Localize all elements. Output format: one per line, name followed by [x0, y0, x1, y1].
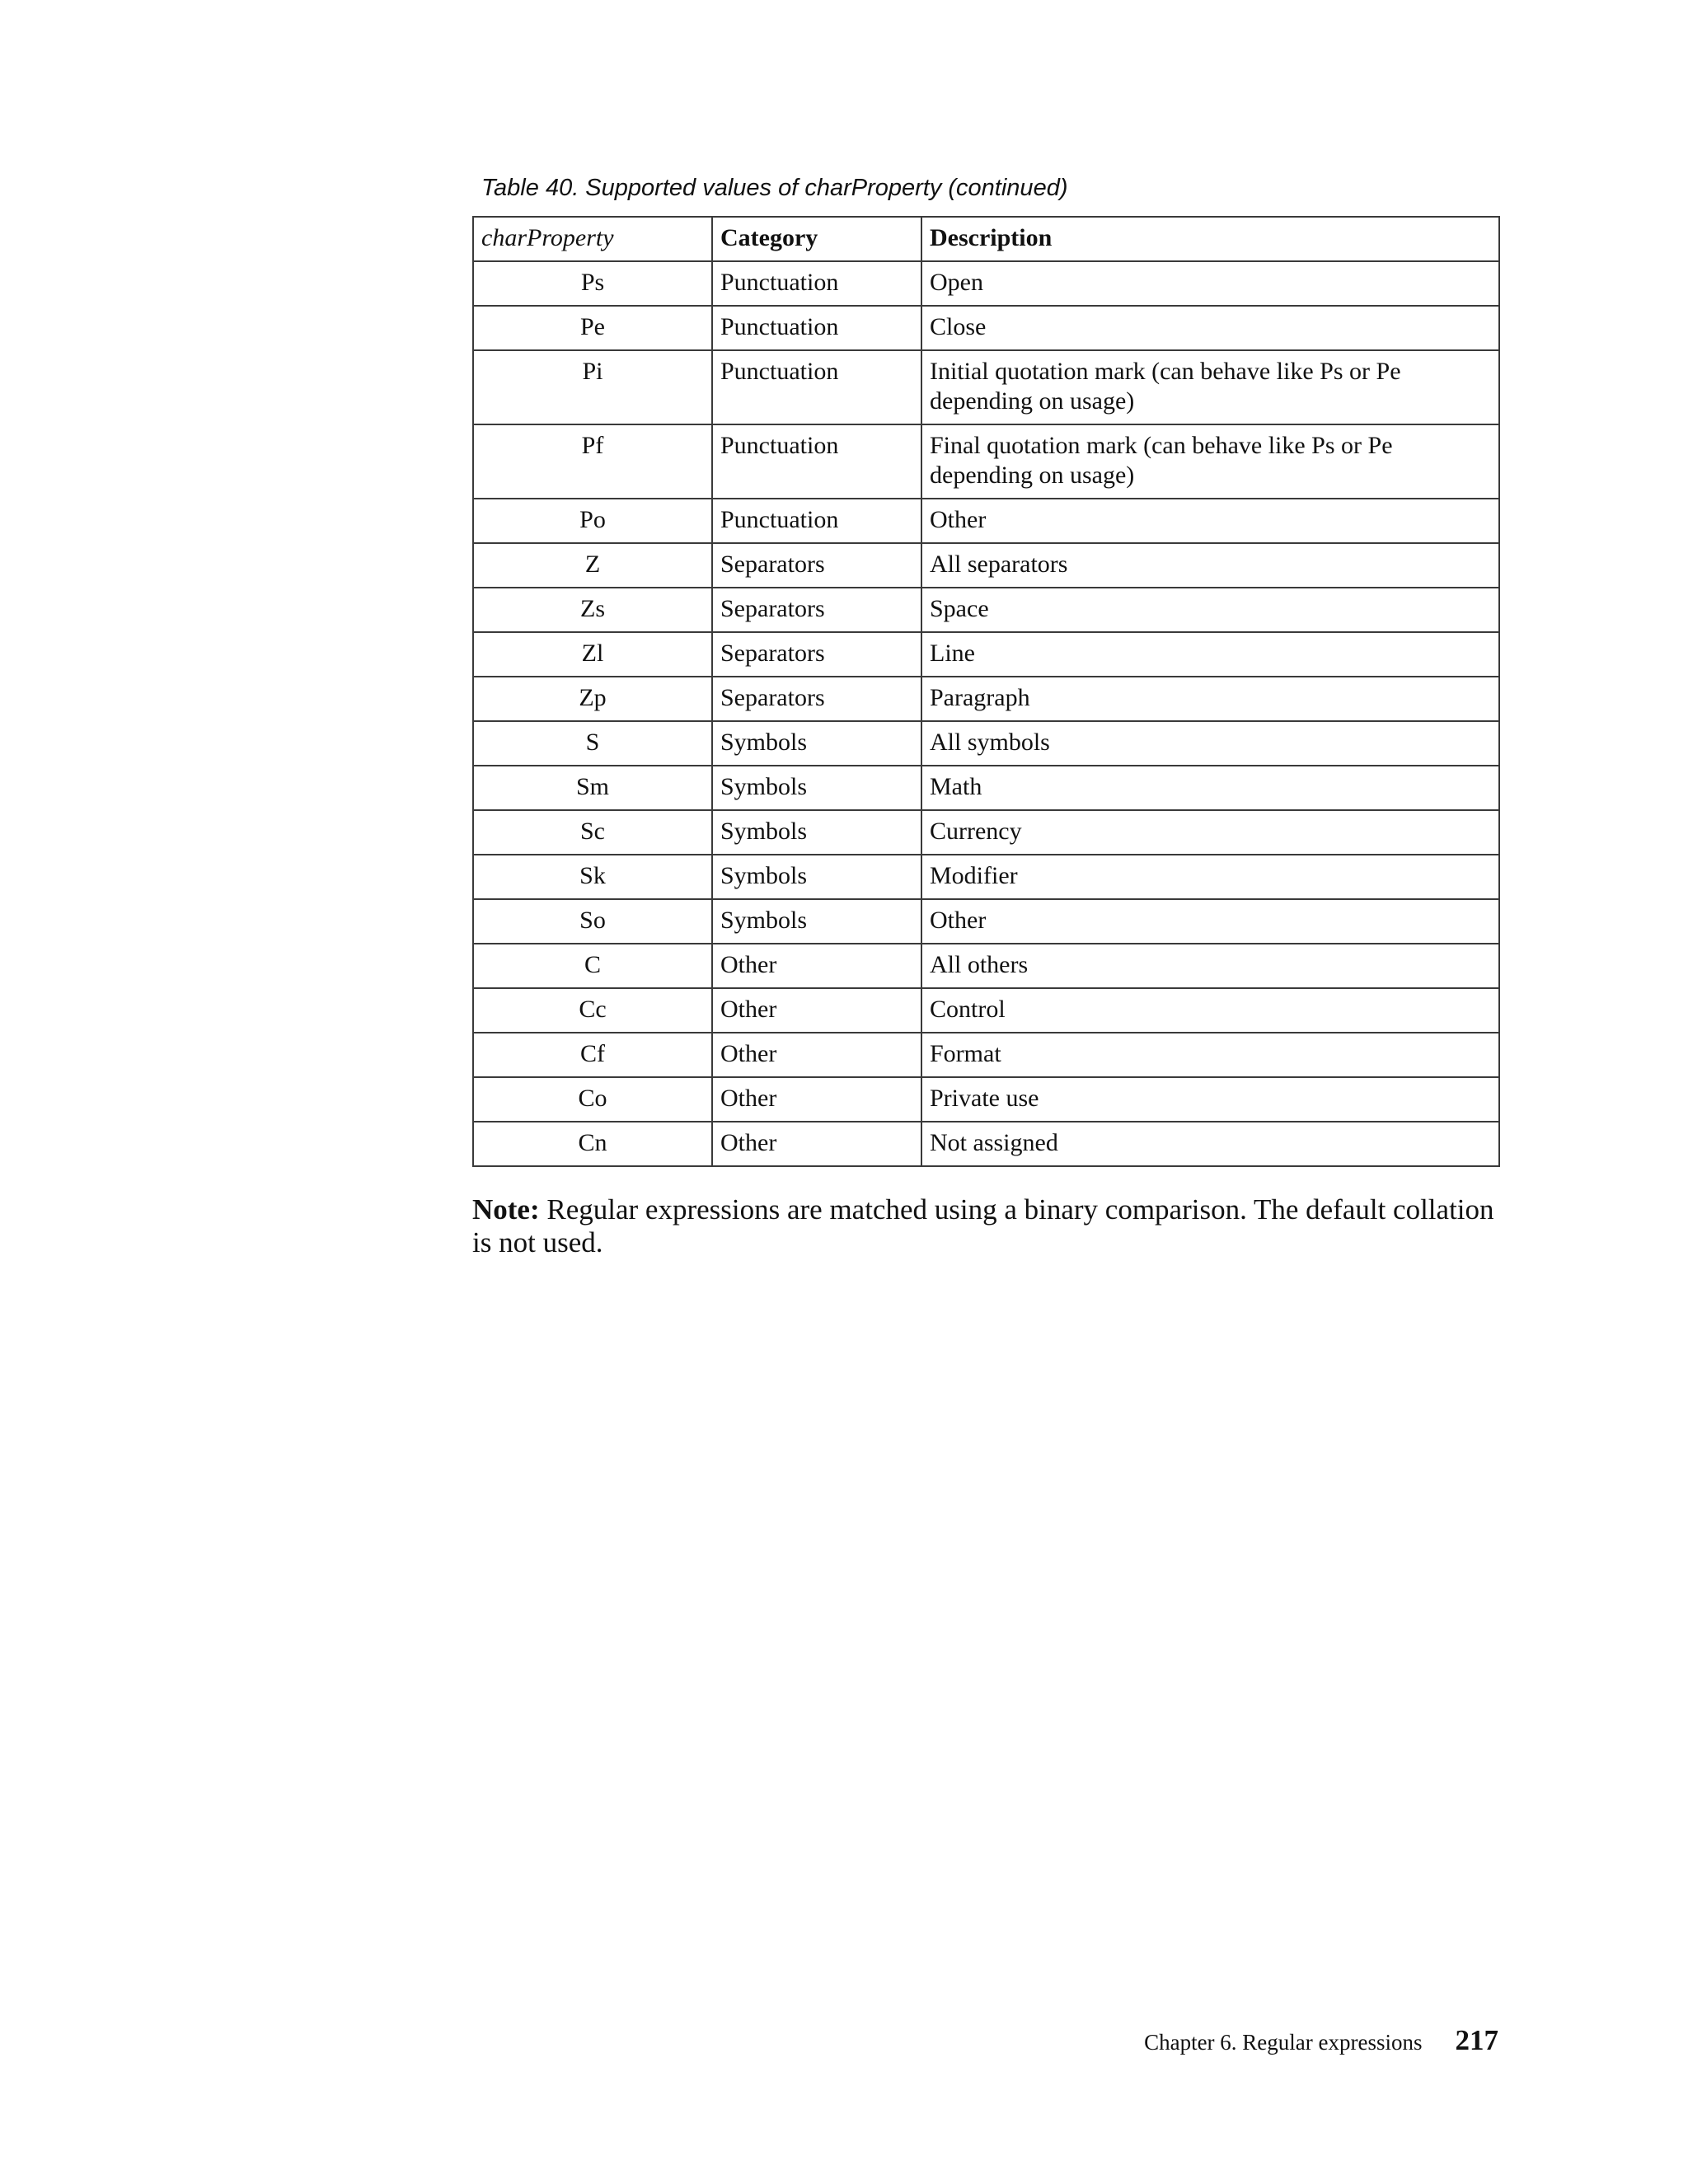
cell-charproperty: Cf	[473, 1033, 712, 1077]
table-row	[473, 424, 1499, 499]
table-row	[473, 988, 1499, 1033]
table-container	[472, 216, 1498, 1167]
cell-description: Final quotation mark (can behave like Ps or Pe depending on usage)	[921, 424, 1499, 499]
cell-category: Punctuation	[712, 499, 921, 543]
cell-description: Line	[921, 632, 1499, 677]
cell-description: Open	[921, 261, 1499, 306]
cell-description: All symbols	[921, 721, 1499, 766]
table-row	[473, 261, 1499, 306]
cell-category: Symbols	[712, 766, 921, 810]
cell-category: Symbols	[712, 721, 921, 766]
cell-charproperty: Cc	[473, 988, 712, 1033]
cell-description: Math	[921, 766, 1499, 810]
cell-category: Other	[712, 944, 921, 988]
table-row	[473, 632, 1499, 677]
cell-charproperty: Pe	[473, 306, 712, 350]
cell-charproperty: Sm	[473, 766, 712, 810]
table-header-row	[473, 217, 1499, 261]
table-row	[473, 721, 1499, 766]
cell-category: Punctuation	[712, 424, 921, 499]
cell-description: All others	[921, 944, 1499, 988]
cell-charproperty: Z	[473, 543, 712, 588]
header-description: Description	[921, 217, 1499, 261]
cell-category: Separators	[712, 632, 921, 677]
cell-category: Other	[712, 1122, 921, 1166]
table-row	[473, 499, 1499, 543]
table-row	[473, 306, 1499, 350]
note-label: Note:	[472, 1193, 540, 1226]
table-row	[473, 350, 1499, 424]
page-number: 217	[1455, 2024, 1498, 2056]
cell-description: All separators	[921, 543, 1499, 588]
cell-charproperty: Co	[473, 1077, 712, 1122]
table-row	[473, 588, 1499, 632]
cell-charproperty: Cn	[473, 1122, 712, 1166]
cell-charproperty: Ps	[473, 261, 712, 306]
table-row	[473, 543, 1499, 588]
cell-category: Separators	[712, 677, 921, 721]
cell-category: Other	[712, 1033, 921, 1077]
cell-category: Separators	[712, 543, 921, 588]
cell-description: Initial quotation mark (can behave like Ps or Pe depending on usage)	[921, 350, 1499, 424]
cell-charproperty: Zl	[473, 632, 712, 677]
cell-charproperty: Sk	[473, 855, 712, 899]
footer-chapter-title: Chapter 6. Regular expressions	[1144, 2030, 1423, 2055]
table-row	[473, 944, 1499, 988]
cell-description: Control	[921, 988, 1499, 1033]
note-text: Regular expressions are matched using a binary comparison. The default collation is not used.	[472, 1193, 1494, 1258]
cell-description: Close	[921, 306, 1499, 350]
cell-category: Punctuation	[712, 306, 921, 350]
cell-charproperty: C	[473, 944, 712, 988]
header-charproperty: charProperty	[473, 217, 712, 261]
cell-description: Format	[921, 1033, 1499, 1077]
header-category: Category	[712, 217, 921, 261]
cell-category: Symbols	[712, 810, 921, 855]
cell-category: Punctuation	[712, 350, 921, 424]
cell-category: Other	[712, 1077, 921, 1122]
table-row	[473, 677, 1499, 721]
cell-category: Symbols	[712, 899, 921, 944]
cell-category: Other	[712, 988, 921, 1033]
cell-category: Punctuation	[712, 261, 921, 306]
cell-charproperty: Sc	[473, 810, 712, 855]
table-row	[473, 766, 1499, 810]
table-row	[473, 855, 1499, 899]
cell-charproperty: Pi	[473, 350, 712, 424]
table-caption: Table 40. Supported values of charProperty (continued)	[481, 175, 1068, 201]
table-row	[473, 1122, 1499, 1166]
cell-description: Other	[921, 899, 1499, 944]
cell-description: Modifier	[921, 855, 1499, 899]
table-row	[473, 1077, 1499, 1122]
cell-charproperty: S	[473, 721, 712, 766]
cell-description: Other	[921, 499, 1499, 543]
cell-category: Separators	[712, 588, 921, 632]
table-row	[473, 899, 1499, 944]
cell-description: Space	[921, 588, 1499, 632]
charproperty-table	[472, 216, 1500, 1167]
cell-charproperty: Zs	[473, 588, 712, 632]
page-footer	[1144, 2024, 1498, 2057]
cell-charproperty: So	[473, 899, 712, 944]
cell-charproperty: Po	[473, 499, 712, 543]
cell-description: Currency	[921, 810, 1499, 855]
table-row	[473, 1033, 1499, 1077]
cell-description: Private use	[921, 1077, 1499, 1122]
note-paragraph	[472, 1193, 1511, 1259]
cell-category: Symbols	[712, 855, 921, 899]
table-row	[473, 810, 1499, 855]
cell-description: Paragraph	[921, 677, 1499, 721]
cell-charproperty: Zp	[473, 677, 712, 721]
cell-charproperty: Pf	[473, 424, 712, 499]
cell-description: Not assigned	[921, 1122, 1499, 1166]
